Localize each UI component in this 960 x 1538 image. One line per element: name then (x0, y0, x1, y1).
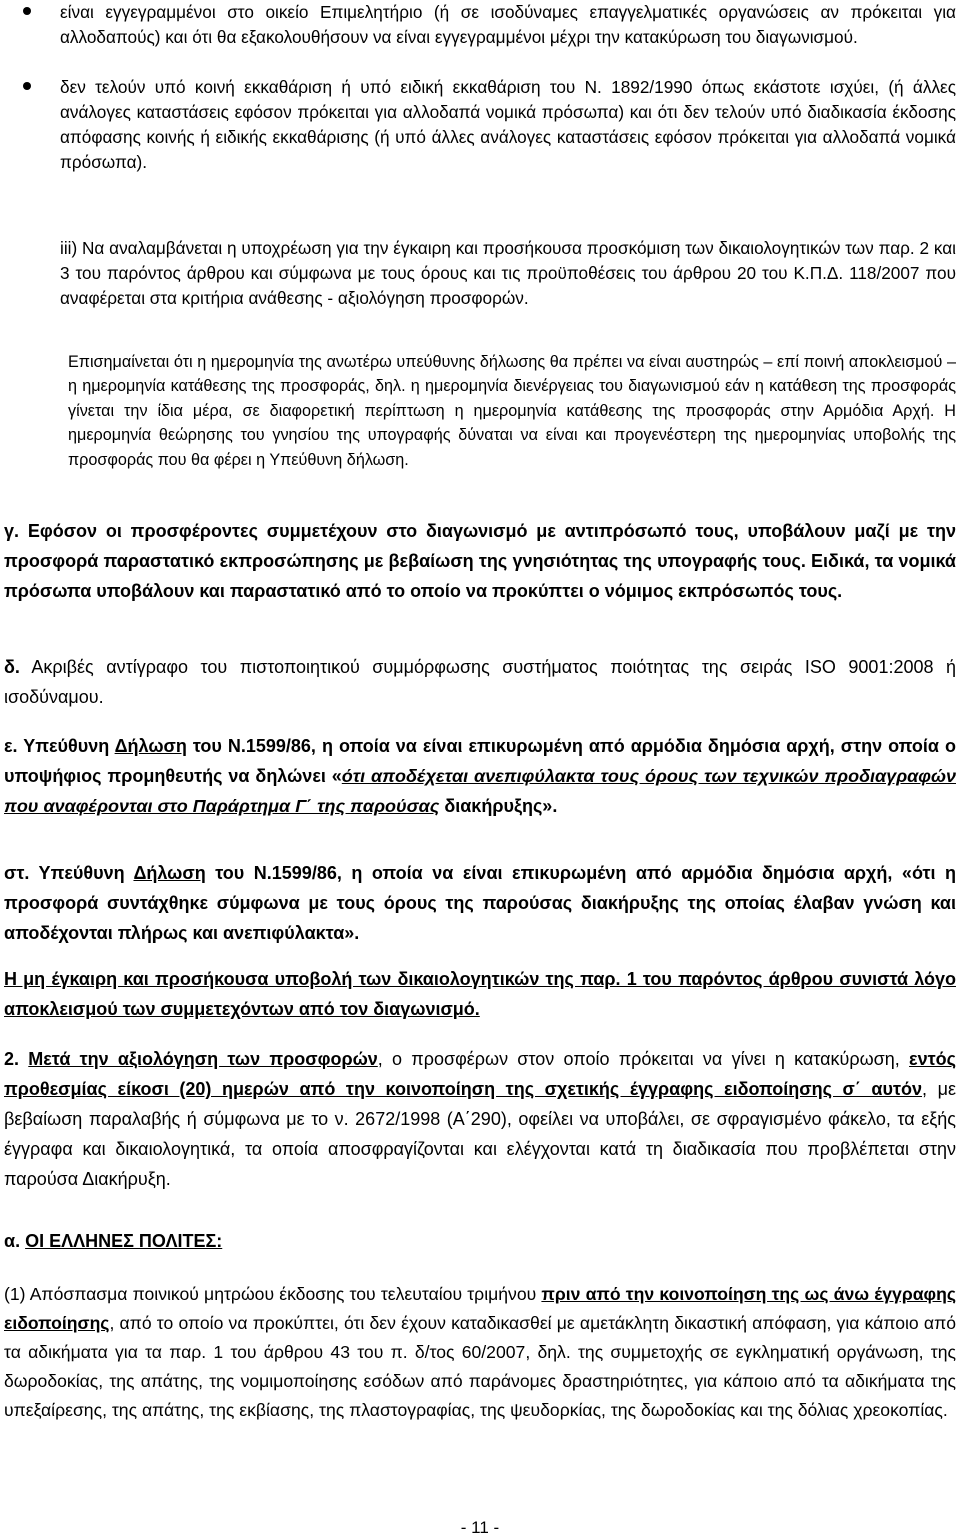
exclusion-warning: Η μη έγκαιρη και προσήκουσα υποβολή των δικαιολογητικών της παρ. 1 του παρόντος άρθρου συνιστά λόγο αποκλεισμού των συμμετεχόντων από τον διαγωνισμό. (4, 969, 956, 1019)
paragraph-st (4, 858, 956, 948)
section-2-text-1: , ο προσφέρων στον οποίο πρόκειται να γίνει η κατακύρωση, (377, 1049, 910, 1069)
delta-text: Ακριβές αντίγραφο του πιστοποιητικού συμμόρφωσης συστήματος ποιότητας της σειράς ISO 9001:2008 ή ισοδύναμου. (4, 657, 956, 707)
section-2-lead: Μετά την αξιολόγηση των προσφορών (28, 1049, 378, 1069)
section-2-number: 2. (4, 1049, 29, 1069)
paragraph-delta (4, 652, 956, 712)
heading-label: α. (4, 1231, 21, 1251)
bullet-text: είναι εγγεγραμμένοι στο οικείο Επιμελητήριο (ή σε ισοδύναμες επαγγελματικές οργανώσεις αν πρόκειται για αλλοδαπούς) και ότι θα εξακολουθήσουν να είναι εγγεγραμμένοι μέχρι την κατακύρωση του διαγωνισμού. (60, 2, 956, 47)
date-note: Επισημαίνεται ότι η ημερομηνία της ανωτέρω υπεύθυνης δήλωσης θα πρέπει να είναι αυστηρώς – επί ποινή αποκλεισμού – η ημερομηνία κατάθεσης της προσφοράς, δηλ. η ημερομηνία διενέργειας του διαγωνισμού εάν η κατάθεση της προσφοράς γίνεται την ίδια μέρα, σε διαφορετική περίπτωση η ημερομηνία κατάθεσης της προσφοράς στην Αρμόδια Αρχή. Η ημερομηνία θεώρησης του γνησίου της υπογραφής δύναται να είναι και προγενέστερη της ημερομηνίας υποβολής της προσφοράς που θα φέρει η Υπεύθυνη δήλωση. (68, 353, 956, 469)
section-2 (4, 1044, 956, 1194)
heading-greek-citizens (4, 1226, 956, 1256)
paragraph-epsilon (4, 731, 956, 821)
st-declaration: Δήλωση (133, 863, 206, 883)
bullet-item (0, 75, 960, 175)
item-iii: iii) Να αναλαμβάνεται η υποχρέωση για την έγκαιρη και προσήκουσα προσκόμιση των δικαιολογητικών των παρ. 2 και 3 του παρόντος άρθρου και σύμφωνα με τους όρους και τις προϋποθέσεις του άρθρου 20 του Κ.Π.Δ. 118/2007 που αναφέρεται στα κριτήρια ανάθεσης - αξιολόγηση προσφορών. (60, 238, 956, 308)
epsilon-text-3: διακήρυξης». (439, 796, 558, 816)
section-2-deadline: εντός προθεσμίας είκοσι (20) ημερών από την κοινοποίηση της σχετικής έγγραφης ειδοποίησης σ΄ αυτόν (4, 1049, 956, 1099)
st-text-1: στ. Υπεύθυνη (4, 863, 134, 883)
section-2-text-2: , με βεβαίωση παραλαβής ή σύμφωνα με το ν. 2672/1998 (Α΄290), οφείλει να υποβάλει, σε σφραγισμένο φάκελο, τα εξής έγγραφα και δικαιολογητικά, τα οποία αποσφραγίζονται και ελέγχονται κατά τη διαδικασία που προβλέπεται στην παρούσα Διακήρυξη. (4, 1079, 957, 1189)
epsilon-text-1: ε. Υπεύθυνη (4, 736, 115, 756)
epsilon-declaration: Δήλωση (114, 736, 187, 756)
heading-title: ΟΙ ΕΛΛΗΝΕΣ ΠΟΛΙΤΕΣ: (25, 1231, 223, 1251)
paragraph-gamma: γ. Εφόσον οι προσφέροντες συμμετέχουν στο διαγωνισμό με αντιπρόσωπό τους, υποβάλουν μαζί με την προσφορά παραστατικό εκπροσώπησης με βεβαίωση της γνησιότητας της υπογραφής τους. Ειδικά, τα νομικά πρόσωπα υποβάλουν και παραστατικό από το οποίο να προκύπτει ο νόμιμος εκπρόσωπός τους. (4, 521, 956, 601)
page-number: - 11 - (460, 1518, 500, 1537)
item-1-text-1: (1) Απόσπασμα ποινικού μητρώου έκδοσης του τελευταίου τριμήνου (4, 1284, 542, 1304)
epsilon-text-2: του Ν.1599/86, η οποία να είναι επικυρωμένη από αρμόδια δημόσια αρχή, στην οποία ο υποψήφιος προμηθευτής να δηλώνει « (4, 736, 956, 786)
bullet-item (0, 0, 960, 50)
item-criminal-record (4, 1280, 956, 1425)
item-1-deadline: πριν από την κοινοποίηση της ως άνω έγγραφης ειδοποίησης (4, 1284, 956, 1333)
bullet-text: δεν τελούν υπό κοινή εκκαθάριση ή υπό ειδική εκκαθάριση του Ν. 1892/1990 όπως εκάστοτε ισχύει, (ή άλλες ανάλογες καταστάσεις εφόσον πρόκειται για αλλοδαπά νομικά πρόσωπα) και ότι δεν τελούν υπό διαδικασία έκδοσης απόφασης κοινής ή ειδικής εκκαθάρισης (ή υπό άλλες ανάλογες καταστάσεις εφόσον πρόκειται για αλλοδαπά νομικά πρόσωπα). (60, 77, 956, 172)
delta-label: δ. (4, 657, 20, 677)
bullet-icon (22, 81, 32, 91)
item-1-text-2: , από το οποίο να προκύπτει, ότι δεν έχουν καταδικασθεί με αμετάκλητη δικαστική απόφαση, για κάποιο από τα αδικήματα για τα παρ. 1 του άρθρου 43 του π. δ/τος 60/2007, δηλ. της συμμετοχής σε εγκληματική οργάνωση, της δωροδοκίας, της απάτης, της νομιμοποίησης εσόδων από παράνομες δραστηριότητες, για κάποιο από τα αδικήματα της υπεξαίρεσης, της απάτης, της εκβίασης, της πλαστογραφίας, της ψευδορκίας, της δωροδοκίας και της δόλιας χρεοκοπίας. (4, 1313, 956, 1420)
epsilon-quote: ότι αποδέχεται ανεπιφύλακτα τους όρους των τεχνικών προδιαγραφών που αναφέρονται στο Παράρτημα Γ΄ της παρούσας (4, 766, 956, 816)
bullet-icon (22, 6, 32, 16)
st-text-2: του Ν.1599/86, η οποία να είναι επικυρωμένη από αρμόδια δημόσια αρχή, «ότι η προσφορά συντάχθηκε σύμφωνα με τους όρους της παρούσας διακήρυξης της οποίας έλαβαν γνώση και αποδέχονται πλήρως και ανεπιφύλακτα». (4, 863, 957, 943)
